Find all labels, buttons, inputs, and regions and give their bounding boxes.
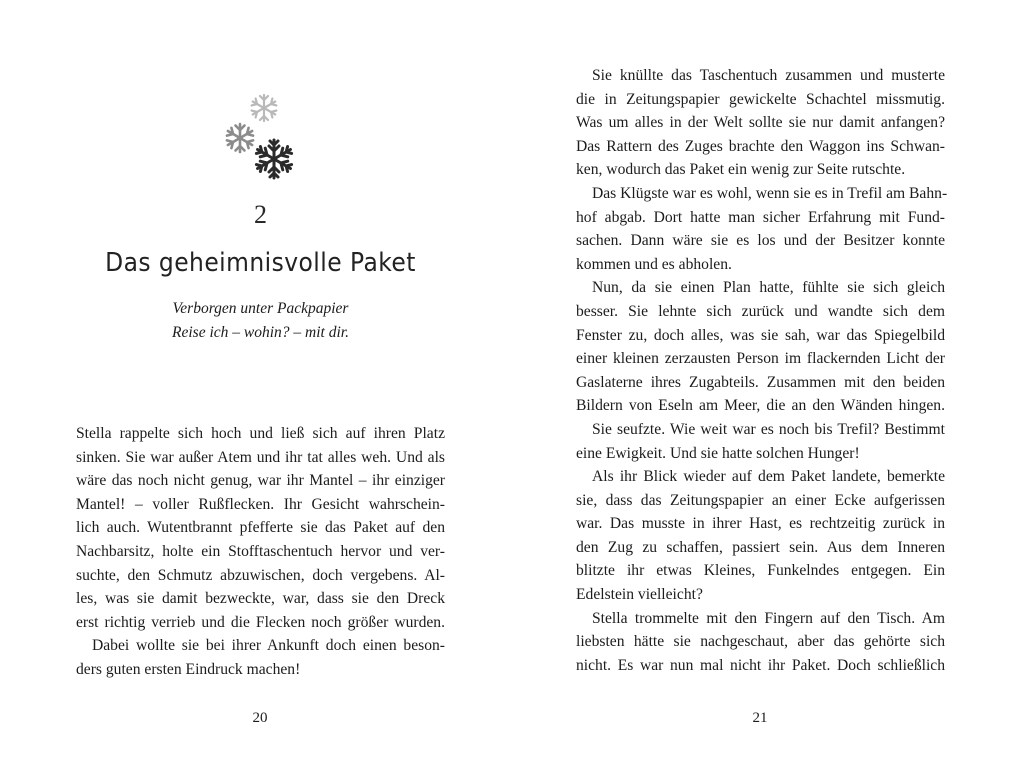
text-line: Fenster zu, doch alles, was sie sah, war das Spiegelbild	[576, 326, 945, 344]
text-line: Was um alles in der Welt sollte sie nur damit anfangen?	[576, 114, 945, 132]
text-line: Gaslaterne ihres Zugabteils. Zusammen mit den beiden	[576, 373, 945, 391]
page-number: 21	[752, 710, 768, 726]
text-line: hof abgab. Dort hatte man sicher Erfahrung mit Fund-	[576, 208, 945, 226]
right-page	[510, 0, 1020, 783]
text-line: nicht. Es war nun mal nicht ihr Paket. Doch schließlich	[576, 656, 945, 674]
text-line: Sie knüllte das Taschentuch zusammen und musterte	[592, 67, 945, 84]
text-line: suchte, den Schmutz abzuwischen, doch vergebens. Al-	[76, 566, 445, 584]
text-line: kommen und es abholen.	[576, 255, 732, 273]
text-line: Als ihr Blick wieder auf dem Paket landete, bemerkte	[592, 468, 945, 486]
epigraph-line: Reise ich – wohin? – mit dir.	[172, 324, 349, 341]
snowflake-icon-medium	[226, 124, 255, 152]
text-line: Nun, da sie einen Plan hatte, fühlte sie sich gleich	[592, 279, 945, 297]
chapter-number: 2	[254, 200, 267, 229]
snowflake-ornament	[218, 90, 308, 190]
body-text	[76, 422, 445, 682]
text-line: Dabei wollte sie bei ihrer Ankunft doch einen beson-	[92, 637, 445, 655]
text-line: die in Zeitungspapier gewickelte Schachtel missmutig.	[576, 90, 945, 108]
text-line: wäre das noch nicht genug, war ihr Mantel – ihr einziger	[76, 472, 445, 490]
text-line: sinken. Sie war außer Atem und ihr tat alles weh. Und als	[76, 448, 445, 466]
text-line: lich auch. Wutentbrannt pfefferte sie das Paket auf den	[76, 519, 445, 537]
epigraph	[76, 297, 445, 345]
epigraph-line: Verborgen unter Packpapier	[172, 300, 349, 317]
text-line: Stella rappelte sich hoch und ließ sich auf ihren Platz	[76, 425, 445, 442]
text-line: les, was sie damit bezweckte, war, dass sie den Dreck	[76, 590, 445, 608]
text-line: war. Das musste in ihrer Hast, es rechtzeitig zurück in	[576, 515, 945, 533]
text-line: Sie seufzte. Wie weit war es noch bis Trefil? Bestimmt	[592, 420, 945, 438]
text-line: ders guten ersten Eindruck machen!	[76, 660, 301, 678]
snowflake-icon-dark	[255, 140, 293, 178]
text-line: Edelstein vielleicht?	[576, 586, 703, 604]
chapter-title: Das geheimnisvolle Paket	[105, 248, 416, 278]
page-number: 20	[252, 710, 268, 726]
text-line: Das Rattern des Zuges brachte den Waggon ins Schwan-	[576, 137, 945, 155]
text-line: Nachbarsitz, holte ein Stofftaschentuch hervor und ver-	[76, 542, 445, 560]
snowflake-icon-light	[251, 95, 278, 121]
text-line: besser. Sie lehnte sich zurück und wandte sich dem	[576, 302, 945, 320]
text-line: liebsten hätte sie nachgeschaut, aber das gehörte sich	[576, 633, 945, 651]
text-line: Bildern von Eseln am Meer, die an den Wänden hingen.	[576, 397, 945, 415]
text-line: Mantel! – voller Rußflecken. Ihr Gesicht wahrschein-	[76, 495, 445, 513]
text-line: Das Klügste war es wohl, wenn sie es in Trefil am Bahn-	[592, 184, 948, 202]
text-line: sachen. Dann wäre sie es los und der Besitzer konnte	[576, 232, 945, 250]
text-line: blitzte ihr etwas Kleines, Funkelndes entgegen. Ein	[576, 562, 945, 580]
body-text	[576, 64, 948, 677]
text-line: sie, dass das Zeitungspapier an einer Ecke aufgerissen	[576, 491, 945, 509]
text-line: eine Ewigkeit. Und sie hatte solchen Hunger!	[576, 444, 860, 462]
text-line: erst richtig verrieb und die Flecken noch größer wurden.	[76, 613, 445, 631]
text-line: ken, wodurch das Paket ein wenig zur Seite rutschte.	[576, 161, 906, 179]
text-line: einer kleinen zerzausten Person im flackernden Licht der	[576, 350, 945, 368]
text-line: Stella trommelte mit den Fingern auf den Tisch. Am	[592, 609, 945, 627]
text-line: den Zug zu schaffen, passiert sein. Aus dem Inneren	[576, 538, 945, 556]
